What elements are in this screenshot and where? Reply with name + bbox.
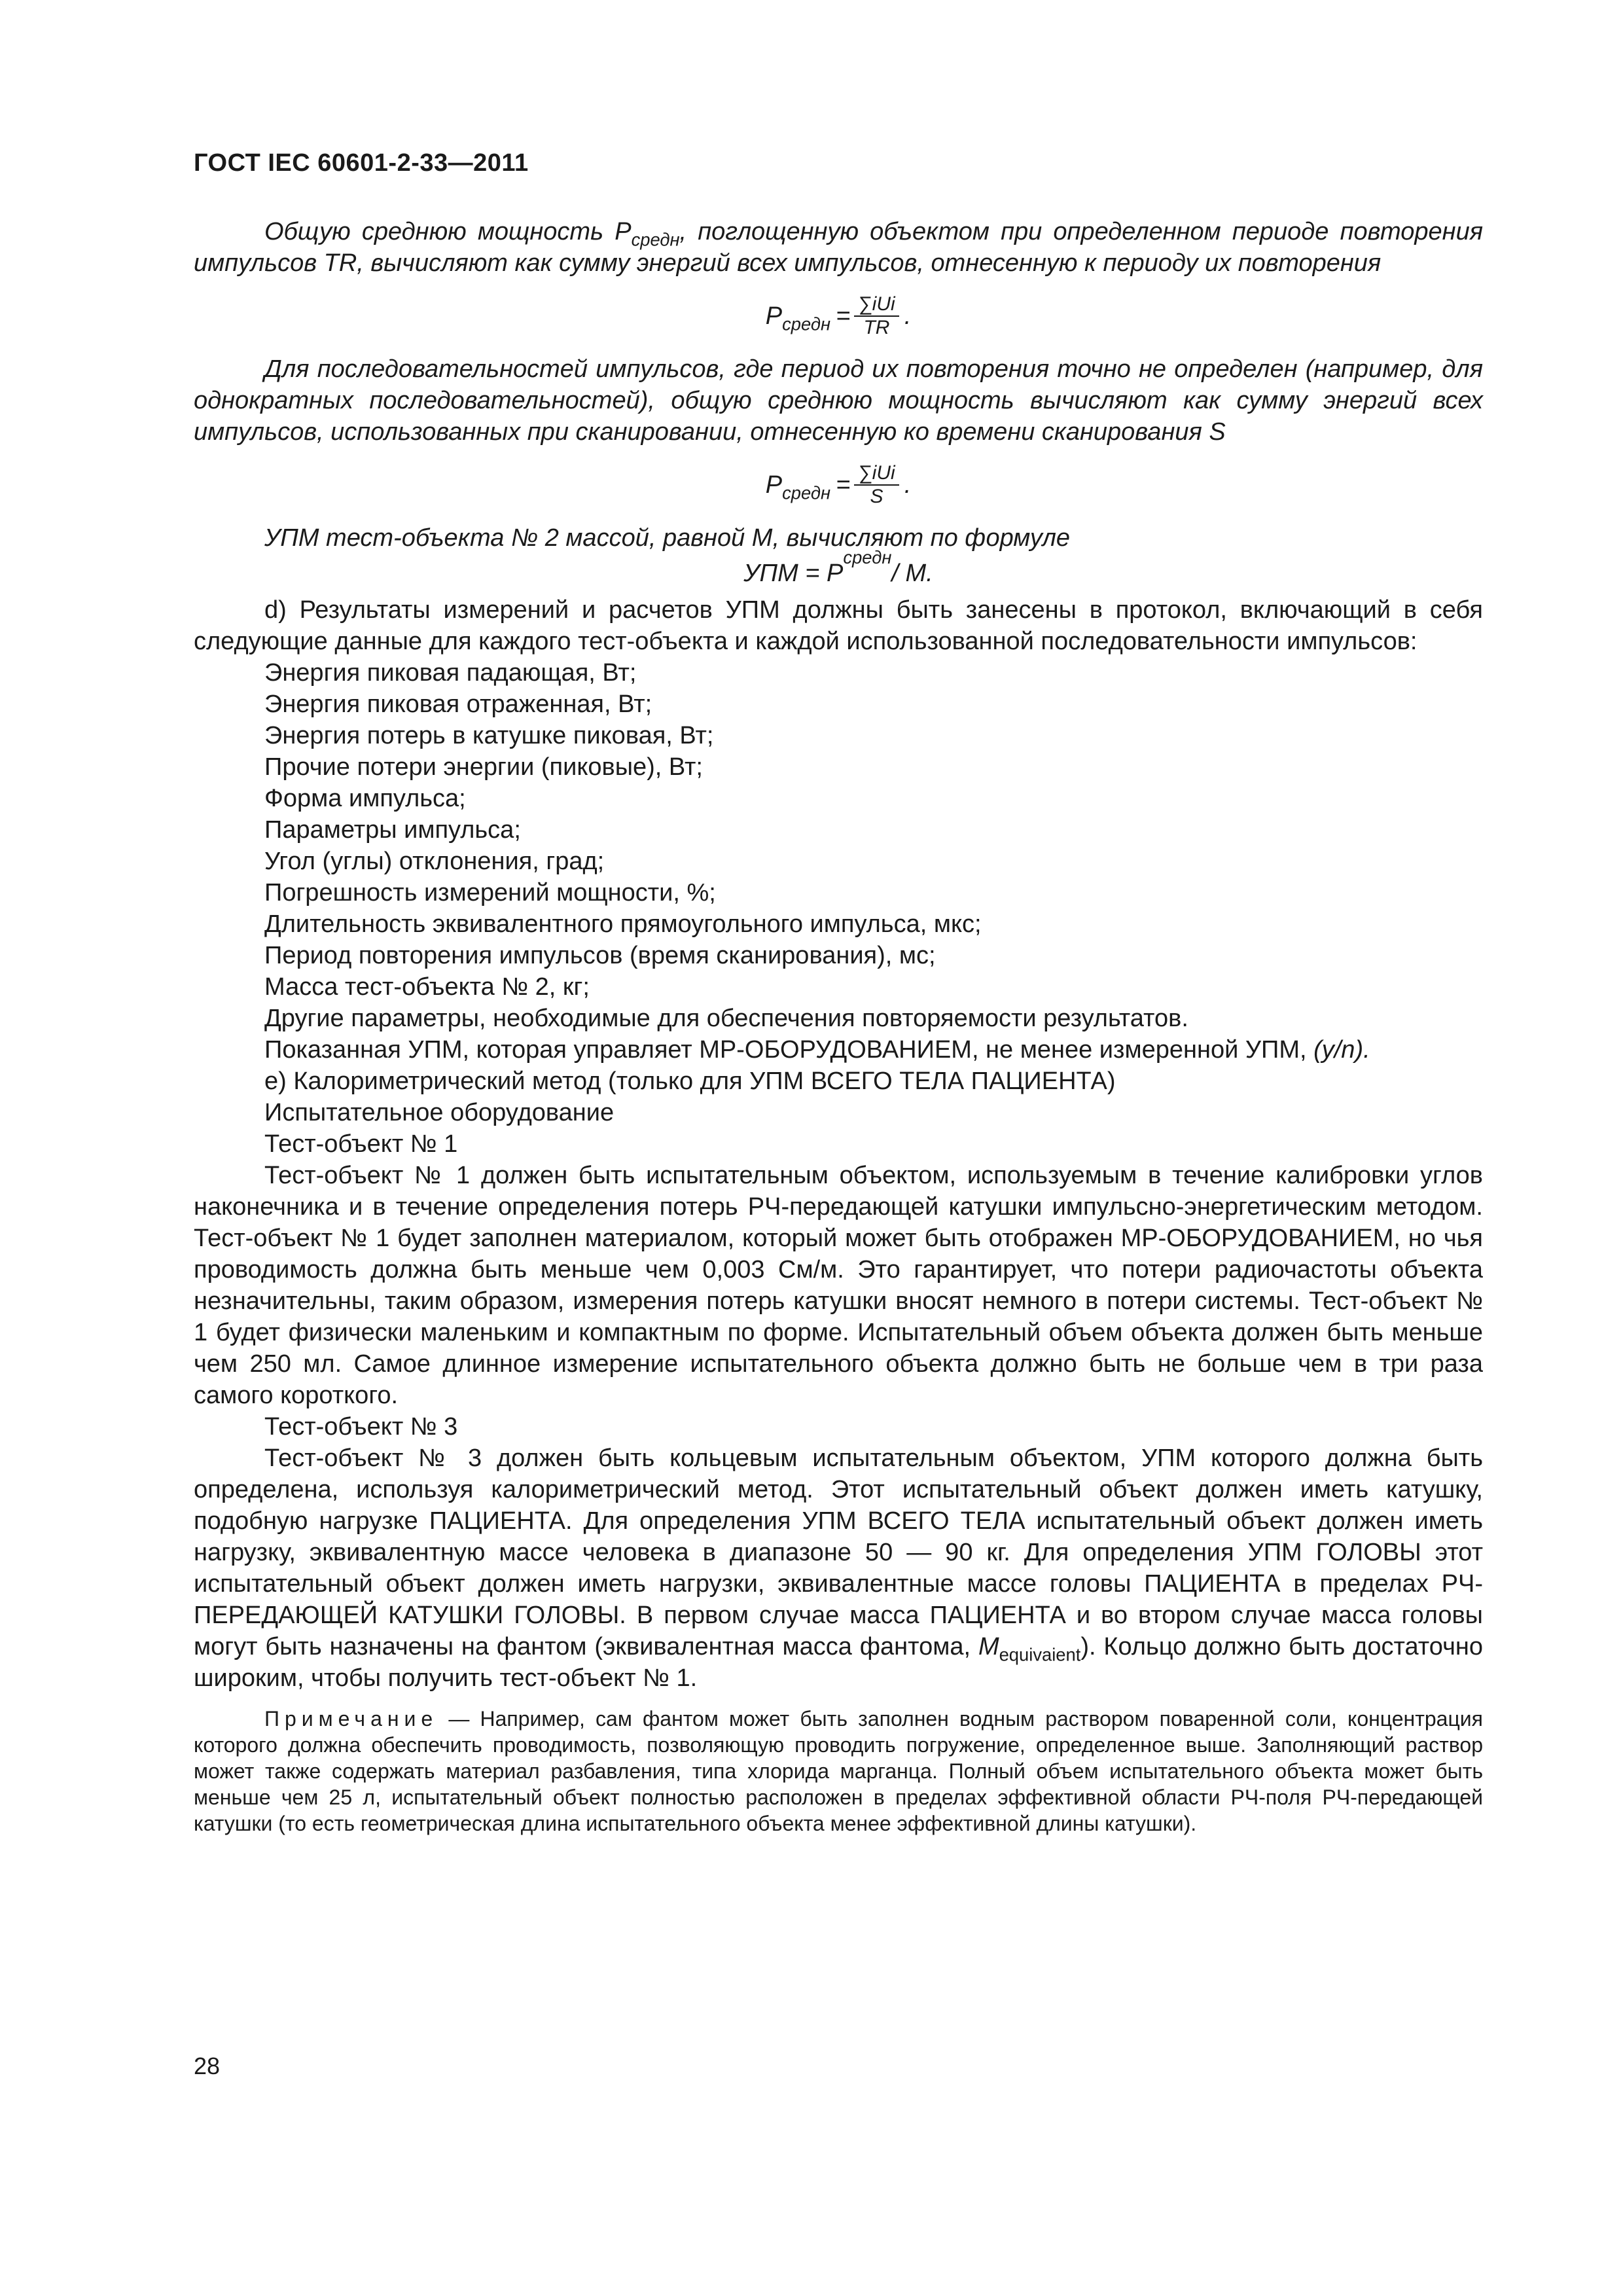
list-item: Энергия пиковая отраженная, Вт; [264, 691, 652, 718]
document-body [194, 216, 1483, 1857]
document-header: ГОСТ IEC 60601-2-33—2011 [194, 149, 529, 177]
paragraph-sequences: Для последовательностей импульсов, где период их повторения точно не определен (например, для однократных последовательностей), общую среднюю мощность вычисляют как сумму энергий всех импульсов, использованных при сканировании, отнесенную ко времени сканирования S [194, 355, 1483, 446]
fraction: $\frac{\text{∑iUi}}{TR}$ [854, 293, 899, 339]
list-item: Угол (углы) отклонения, град; [264, 848, 605, 875]
paragraph-test-object-1: Тест-объект № 1 должен быть испытательным объектом, используемым в течение калибровки углов наконечника и в течение определения потерь РЧ-передающей катушки импульсно-энергетическим методом. Тест-объект № 1 будет заполнен материалом, который может быть отображен МР-ОБОРУДОВАНИЕМ, но чья проводимость должна быть меньше чем 0,003 См/м. Это гарантирует, что потери радиочастоты объекта незначительны, таким образом, измерения потерь катушки вносят немного в потери системы. Тест-объект № 1 будет физически маленьким и компактным по форме. Испытательный объем объекта должен быть меньше чем 250 мл. Самое длинное измерение испытательного объекта должно быть не больше чем в три раза самого короткого. [194, 1162, 1483, 1409]
list-item: Форма импульса; [264, 785, 466, 812]
list-item: Энергия потерь в катушке пиковая, Вт; [264, 722, 714, 749]
note: Примечание — Например, сам фантом может быть заполнен водным раствором поваренной соли, концентрация которого должна обеспечить проводимость, позволяющую проводить погружение, определенное выше. Заполняющий раствор может также содержать материал разбавления, типа хлорида марганца. Полный объем испытательного объекта может быть меньше чем 25 л, испытательный объект полностью расположен в пределах эффективной области РЧ-поля РЧ-передающей катушки (то есть геометрическая длина испытательного объекта менее эффективной длины катушки). [194, 1707, 1483, 1835]
paragraph-sar-formula-intro: УПМ тест-объекта № 2 массой, равной M, вычисляют по формуле [264, 524, 1071, 552]
list-item: Другие параметры, необходимые для обеспечения повторяемости результатов. [264, 1005, 1188, 1032]
list-item: Прочие потери энергии (пиковые), Вт; [264, 753, 703, 781]
list-item: Параметры импульса; [264, 816, 521, 844]
list-item: Погрешность измерений мощности, %; [264, 879, 716, 906]
protocol-data-list [194, 657, 1483, 1034]
list-item: Масса тест-объекта № 2, кг; [264, 973, 590, 1001]
list-item: Период повторения импульсов (время сканирования), мс; [264, 942, 936, 969]
formula-average-power-s: $P_{средн}$ = $\frac{\text{∑iUi}}{S}$ . [765, 462, 912, 507]
note-label: Примечание [264, 1707, 438, 1731]
paragraph-average-power: Общую среднюю мощность $P_{средн}$, поглощенную объектом при определенном периоде повторения импульсов TR, вычисляют как сумму энергий всех импульсов, отнесенную к периоду их повторения [194, 218, 1483, 277]
list-item: Длительность эквивалентного прямоугольного импульса, мкс; [264, 910, 982, 938]
paragraph-d-results: d) Результаты измерений и расчетов УПМ должны быть занесены в протокол, включающий в себя следующие данные для каждого тест-объекта и каждой использованной последовательности импульсов: [194, 596, 1483, 655]
page-number: 28 [194, 2053, 221, 2079]
list-item: Энергия пиковая падающая, Вт; [264, 659, 637, 687]
formula-sar: УПМ = P средн / M. [743, 547, 933, 587]
test-equipment-heading: Испытательное оборудование [264, 1099, 615, 1126]
fraction: $\frac{\text{∑iUi}}{S}$ [854, 462, 899, 508]
formula-average-power-tr: $P_{средн}$ = $\frac{\text{∑iUi}}{TR}$ . [765, 293, 912, 338]
test-object-1-heading: Тест-объект № 1 [264, 1130, 458, 1158]
paragraph-test-object-3: Тест-объект № 3 должен быть кольцевым испытательным объектом, УПМ которого должна быть определена, используя калориметрический метод. Этот испытательный объект должен иметь катушку, подобную нагрузке ПАЦИЕНТА. Для определения УПМ ВСЕГО ТЕЛА испытательный объект должен иметь нагрузку, эквивалентную массе человека в диапазоне 50 — 90 кг. Для определения УПМ ГОЛОВЫ этот испытательный объект должен иметь нагрузки, эквивалентные массе головы ПАЦИЕНТА в пределах РЧ-ПЕРЕДАЮЩЕЙ КАТУШКИ ГОЛОВЫ. В первом случае масса ПАЦИЕНТА и во втором случае масса головы могут быть назначены на фантом (эквивалентная масса фантома, $M_{equivaient}$). Кольцо должно быть достаточно широким, чтобы получить тест-объект № 1. [194, 1444, 1483, 1692]
shown-sar-line: Показанная УПМ, которая управляет МР-ОБОРУДОВАНИЕМ, не менее измеренной УПМ, (y/n). [264, 1036, 1370, 1064]
test-object-3-heading: Тест-объект № 3 [264, 1413, 458, 1441]
section-e-title: e) Калориметрический метод (только для УПМ ВСЕГО ТЕЛА ПАЦИЕНТА) [264, 1067, 1116, 1095]
